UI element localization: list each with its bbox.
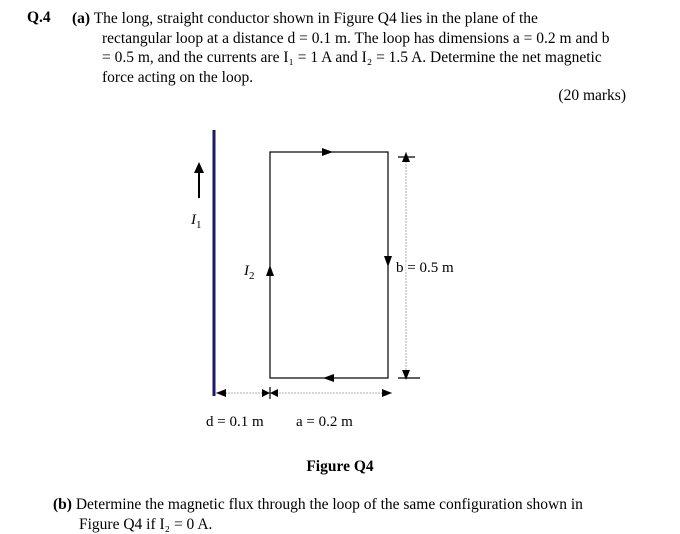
part-a-label: (a) [72,10,91,27]
a-dim-left-arrow [270,389,278,397]
loop-top-arrow [322,148,333,156]
part-a-line2: rectangular loop at a distance d = 0.1 m. The loop has dimensions a = 0.2 m and b [102,29,610,47]
part-b-label: (b) [53,496,72,513]
rectangular-loop [270,152,388,378]
part-a-line3: = 0.5 m, and the currents are I₁ = 1 A and I₂ = 1.5 A. Determine the net magnetic [102,49,602,67]
loop-left-arrow [266,265,274,276]
b-dimension-label: b = 0.5 m [396,260,454,276]
i1-arrowhead [194,162,204,173]
loop-bottom-arrow [323,374,334,382]
question-number: Q.4 [27,9,51,26]
part-a-line4: force acting on the loop. [102,68,254,86]
a-dimension-label: a = 0.2 m [296,414,353,430]
part-b-line2: Figure Q4 if I₂ = 0 A. [79,515,213,533]
i2-label: $I_2$ [244,263,255,282]
a-dim-right-arrow [382,389,392,397]
loop-right-arrow [384,256,392,267]
figure-caption: Figure Q4 [306,458,374,475]
part-a-line1: The long, straight conductor shown in Figure Q4 lies in the plane of the [93,10,538,27]
d-dimension-label: d = 0.1 m [206,414,264,430]
d-dim-right-arrow [262,389,270,397]
d-dim-left-arrow [216,389,226,397]
i1-label: $I_1$ [191,212,202,231]
marks-label: (20 marks) [558,87,626,104]
part-b-line1: Determine the magnetic flux through the loop of the same configuration shown in [75,496,583,513]
part-b-text [53,495,628,534]
